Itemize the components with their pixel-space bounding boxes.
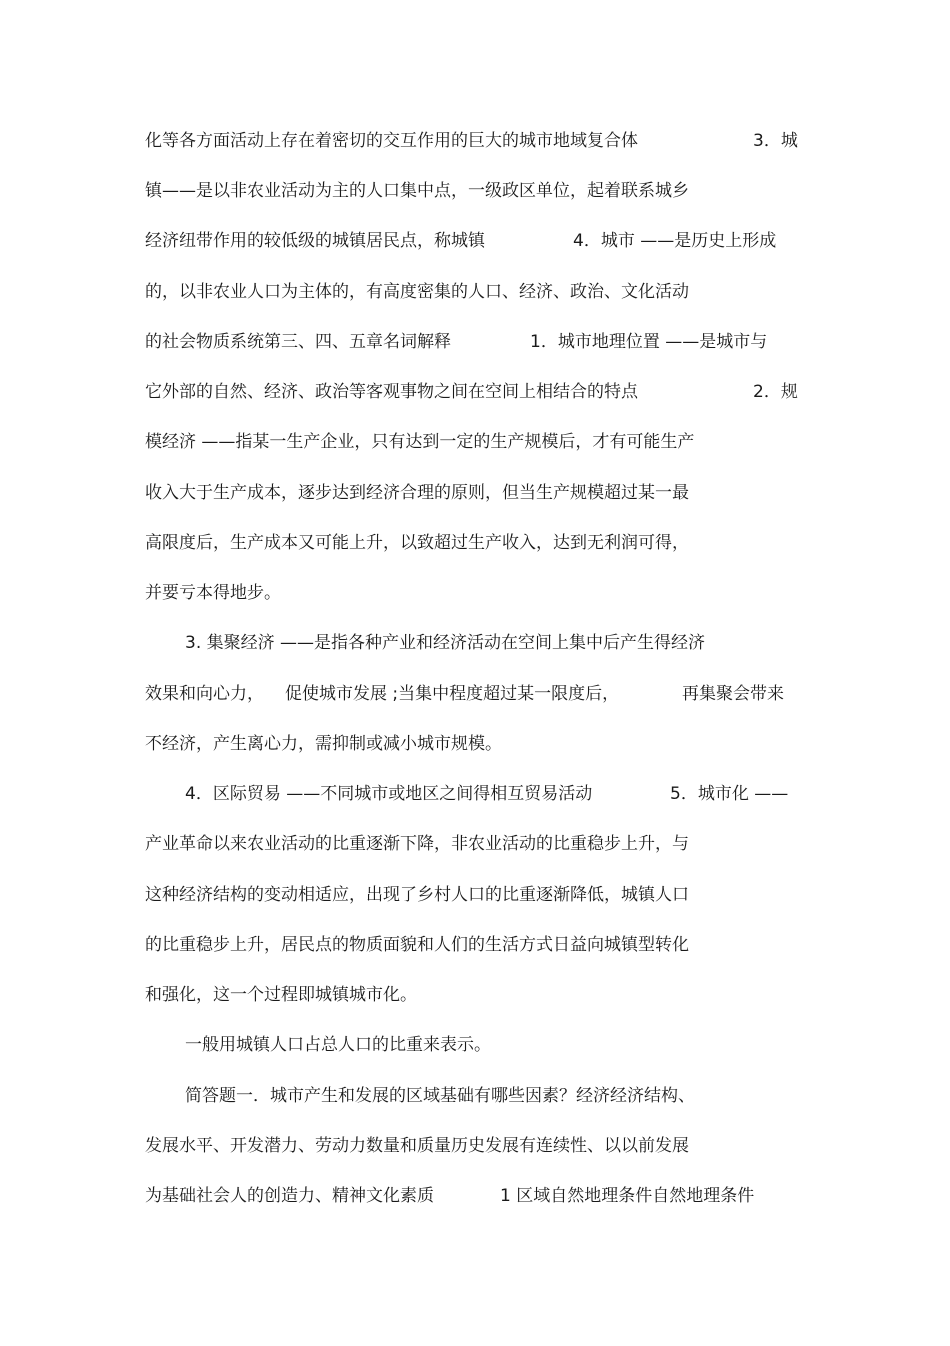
text-segment: 4．区际贸易 ——不同城市或地区之间得相互贸易活动: [185, 784, 593, 804]
text-line: [145, 178, 815, 204]
text-segment: 并要亏本得地步。: [145, 583, 281, 603]
text-segment: 高限度后，生产成本又可能上升，以致超过生产收入，达到无利润可得，: [145, 533, 689, 553]
text-segment: 效果和向心力，: [145, 684, 264, 704]
text-line: [145, 480, 815, 506]
text-segment: 它外部的自然、经济、政治等客观事物之间在空间上相结合的特点: [145, 382, 638, 402]
text-line: [145, 379, 815, 405]
text-segment: 再集聚会带来: [682, 684, 784, 704]
text-segment: 1．城市地理位置 ——是城市与: [530, 332, 768, 352]
text-segment: 4．城市 ——是历史上形成: [573, 231, 777, 251]
text-segment: 简答题一．城市产生和发展的区域基础有哪些因素？经济经济结构、: [185, 1086, 695, 1106]
text-segment: 一般用城镇人口占总人口的比重来表示。: [185, 1035, 491, 1055]
text-line: [145, 429, 815, 455]
text-line: [145, 1133, 815, 1159]
text-line: [145, 530, 815, 556]
text-segment: 不经济，产生离心力，需抑制或减小城市规模。: [145, 734, 502, 754]
text-line: [145, 329, 815, 355]
text-segment: 3. 集聚经济 ——是指各种产业和经济活动在空间上集中后产生得经济: [185, 633, 706, 653]
text-line: [145, 982, 815, 1008]
text-segment: 镇——是以非农业活动为主的人口集中点，一级政区单位，起着联系城乡: [145, 181, 689, 201]
text-segment: 3．城: [753, 131, 798, 151]
text-segment: 为基础社会人的创造力、精神文化素质: [145, 1186, 434, 1206]
text-segment: 1 区域自然地理条件自然地理条件: [500, 1186, 755, 1206]
text-line: [145, 580, 815, 606]
text-line: [185, 1032, 815, 1058]
text-line: [185, 630, 815, 656]
text-segment: 产业革命以来农业活动的比重逐渐下降，非农业活动的比重稳步上升，与: [145, 834, 689, 854]
text-segment: 促使城市发展 ;当集中程度超过某一限度后，: [285, 684, 620, 704]
text-line: [145, 228, 815, 254]
text-segment: 这种经济结构的变动相适应，出现了乡村人口的比重逐渐降低，城镇人口: [145, 885, 689, 905]
text-line: [145, 882, 815, 908]
text-segment: 发展水平、开发潜力、劳动力数量和质量历史发展有连续性、以以前发展: [145, 1136, 689, 1156]
text-segment: 模经济 ——指某一生产企业，只有达到一定的生产规模后，才有可能生产: [145, 432, 695, 452]
text-line: [145, 932, 815, 958]
text-line: [145, 681, 815, 707]
text-segment: 和强化，这一个过程即城镇城市化。: [145, 985, 417, 1005]
text-line: [145, 128, 815, 154]
text-segment: 2．规: [753, 382, 798, 402]
text-line: [145, 731, 815, 757]
text-segment: 5．城市化 ——: [670, 784, 789, 804]
text-line: [145, 831, 815, 857]
text-segment: 经济纽带作用的较低级的城镇居民点，称城镇: [145, 231, 485, 251]
text-segment: 的社会物质系统第三、四、五章名词解释: [145, 332, 451, 352]
text-line: [185, 1083, 815, 1109]
text-line: [185, 781, 815, 807]
text-segment: 化等各方面活动上存在着密切的交互作用的巨大的城市地域复合体: [145, 131, 638, 151]
text-segment: 的，以非农业人口为主体的，有高度密集的人口、经济、政治、文化活动: [145, 282, 689, 302]
text-line: [145, 279, 815, 305]
text-segment: 收入大于生产成本，逐步达到经济合理的原则，但当生产规模超过某一最: [145, 483, 689, 503]
text-segment: 的比重稳步上升，居民点的物质面貌和人们的生活方式日益向城镇型转化: [145, 935, 689, 955]
text-line: [145, 1183, 815, 1209]
